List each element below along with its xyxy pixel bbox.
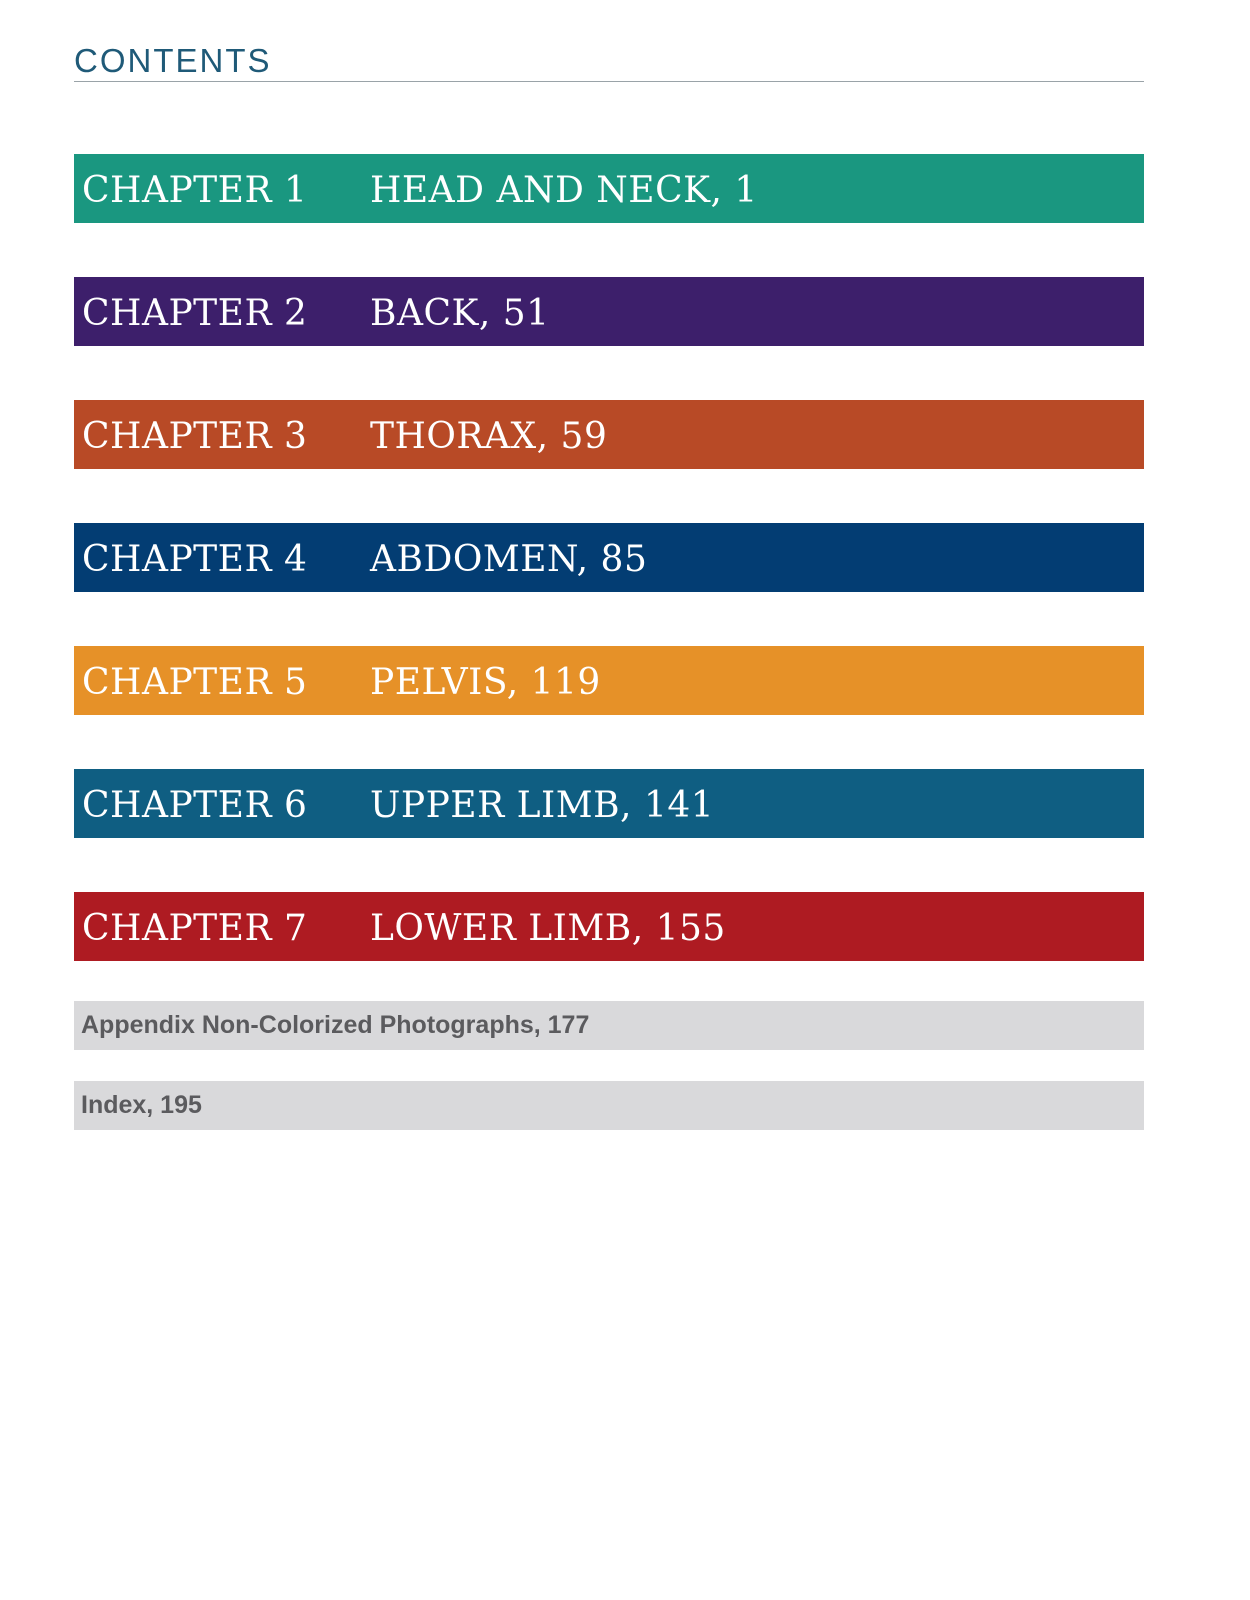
chapter-6-entry[interactable]	[74, 769, 1144, 838]
page-title: CONTENTS	[74, 42, 272, 79]
chapter-5-entry[interactable]	[74, 646, 1144, 715]
chapter-4-title: ABDOMEN, 85	[370, 539, 648, 580]
chapter-4-label: CHAPTER 4	[82, 539, 308, 580]
chapter-6-title: UPPER LIMB, 141	[370, 785, 715, 826]
chapter-2-title: BACK, 51	[370, 293, 550, 334]
contents-heading	[74, 40, 1144, 82]
chapter-2-label: CHAPTER 2	[82, 293, 308, 334]
chapter-1-entry[interactable]	[74, 154, 1144, 223]
chapter-7-title: LOWER LIMB, 155	[370, 908, 726, 949]
chapter-1-title: HEAD AND NECK, 1	[370, 170, 758, 211]
chapter-2-entry[interactable]	[74, 277, 1144, 346]
appendix-label: Appendix Non-Colorized Photographs, 177	[81, 1011, 590, 1039]
chapter-6-label: CHAPTER 6	[82, 785, 308, 826]
chapter-1-label: CHAPTER 1	[82, 170, 308, 211]
chapter-5-label: CHAPTER 5	[82, 662, 308, 703]
chapter-3-entry[interactable]	[74, 400, 1144, 469]
index-label: Index, 195	[81, 1091, 202, 1119]
index-entry[interactable]	[74, 1081, 1144, 1130]
chapter-7-label: CHAPTER 7	[82, 908, 308, 949]
chapter-3-label: CHAPTER 3	[82, 416, 308, 457]
chapter-3-title: THORAX, 59	[370, 416, 608, 457]
appendix-entry[interactable]	[74, 1001, 1144, 1050]
chapter-5-title: PELVIS, 119	[370, 662, 601, 703]
chapter-7-entry[interactable]	[74, 892, 1144, 961]
chapter-4-entry[interactable]	[74, 523, 1144, 592]
